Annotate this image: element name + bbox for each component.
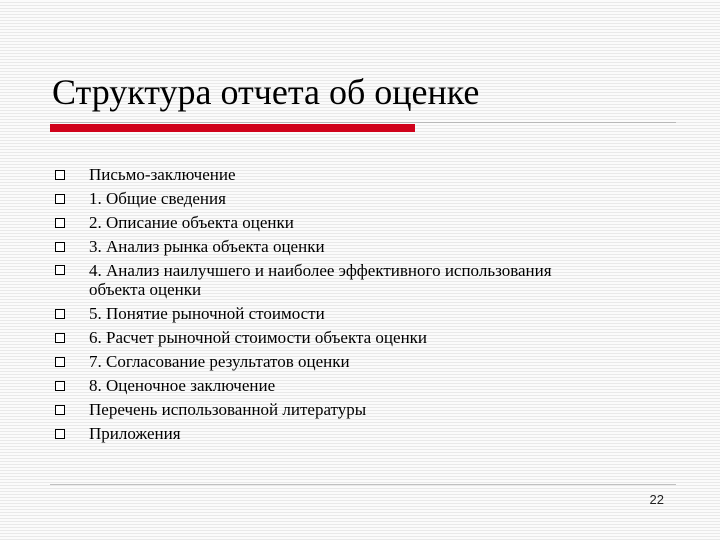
list-item-text: 7. Согласование результатов оценки <box>89 352 350 371</box>
square-bullet-icon <box>55 357 65 367</box>
title-divider-line <box>50 122 676 123</box>
list-item <box>55 422 552 446</box>
list-item <box>55 326 552 350</box>
list-item-text: Приложения <box>89 424 181 443</box>
list-item <box>55 187 552 211</box>
list-item-text: Перечень использованной литературы <box>89 400 367 419</box>
list-item-text: 8. Оценочное заключение <box>89 376 276 395</box>
list-item <box>55 211 552 235</box>
square-bullet-icon <box>55 265 65 275</box>
square-bullet-icon <box>55 405 65 415</box>
square-bullet-icon <box>55 429 65 439</box>
square-bullet-icon <box>55 333 65 343</box>
list-item-text: Письмо-заключение <box>89 165 236 184</box>
square-bullet-icon <box>55 381 65 391</box>
list-item-text: 3. Анализ рынка объекта оценки <box>89 237 325 256</box>
contents-list <box>55 163 552 446</box>
list-item-text-continued: объекта оценки <box>89 280 202 299</box>
square-bullet-icon <box>55 242 65 252</box>
slide-title: Структура отчета об оценке <box>52 72 480 112</box>
list-item <box>55 350 552 374</box>
square-bullet-icon <box>55 170 65 180</box>
list-item <box>55 302 552 326</box>
list-item <box>55 261 552 299</box>
list-item <box>55 398 552 422</box>
square-bullet-icon <box>55 218 65 228</box>
footer-divider-line <box>50 484 676 485</box>
list-item <box>55 374 552 398</box>
list-item <box>55 163 552 187</box>
page-number: 22 <box>649 492 664 507</box>
list-item <box>55 235 552 259</box>
title-accent-bar <box>50 124 415 132</box>
square-bullet-icon <box>55 194 65 204</box>
list-item-text: 5. Понятие рыночной стоимости <box>89 304 325 323</box>
list-item-text: 4. Анализ наилучшего и наиболее эффективного использования <box>89 261 552 280</box>
list-item-text: 6. Расчет рыночной стоимости объекта оценки <box>89 328 428 347</box>
square-bullet-icon <box>55 309 65 319</box>
list-item-text: 2. Описание объекта оценки <box>89 213 294 232</box>
list-item-text: 1. Общие сведения <box>89 189 226 208</box>
